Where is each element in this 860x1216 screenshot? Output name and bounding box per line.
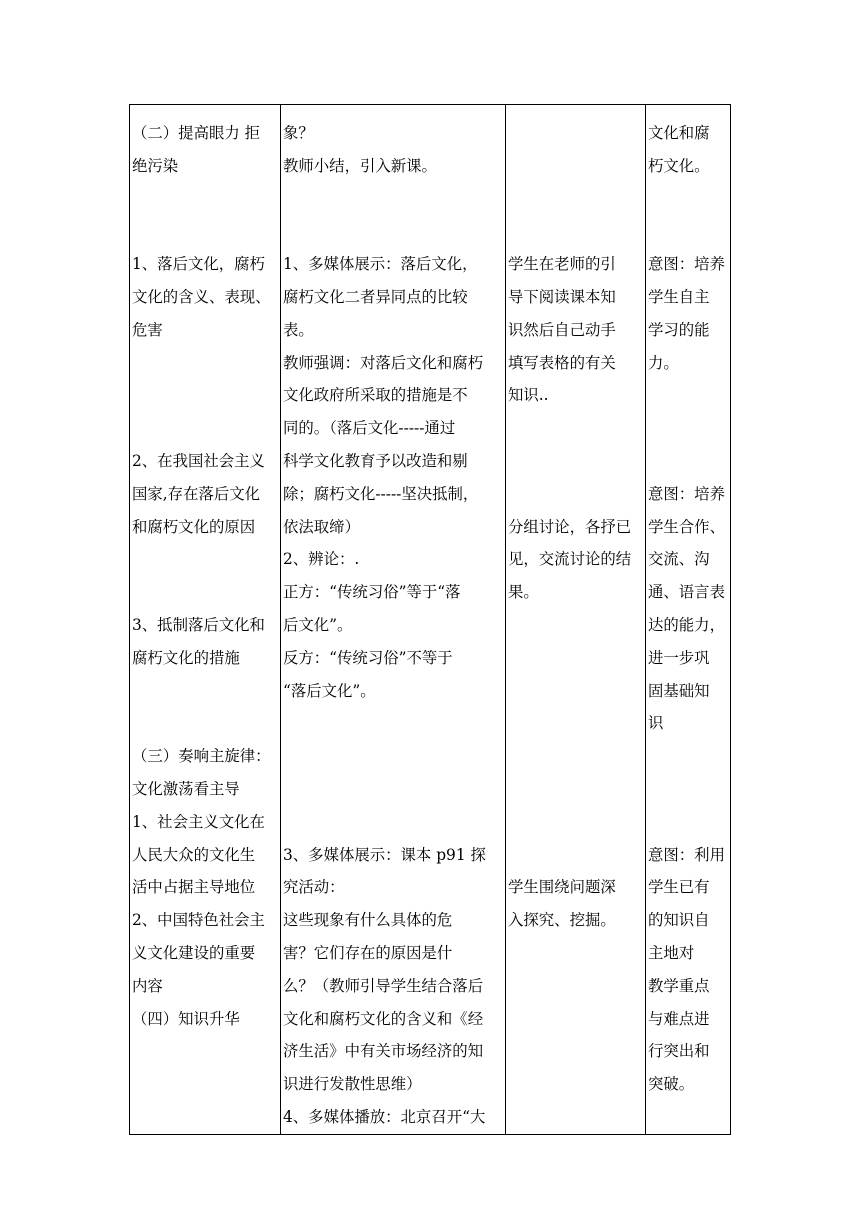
text-line: 交流、沟 <box>648 550 710 569</box>
text-line: 入探究、挖掘。 <box>508 911 616 930</box>
text-line: 腐朽文化二者异同点的比较 <box>283 287 468 306</box>
text-line: 同的。（落后文化-----通过 <box>283 419 456 438</box>
blank-line <box>132 183 279 216</box>
blank-line <box>508 642 644 675</box>
text-line: 1、社会主义文化在 <box>132 812 265 831</box>
text-line: 人民大众的文化生 <box>132 845 256 864</box>
text-line: 文化和腐朽文化的含义和《经 <box>283 1009 484 1028</box>
text-line: 学生围绕问题深 <box>508 878 616 897</box>
blank-line <box>508 773 644 806</box>
blank-line <box>132 707 279 740</box>
text-line: （二）提高眼力 拒 <box>132 124 261 142</box>
text-line: 教师强调：对落后文化和腐朽 <box>283 353 484 372</box>
table-row <box>130 105 731 1135</box>
blank-line <box>508 150 644 183</box>
text-line: 识然后自己动手 <box>508 320 616 339</box>
text-line: 害？它们存在的原因是什 <box>283 943 453 962</box>
text-line: （三）奏响主旋律： <box>132 747 271 766</box>
text-line: 3、抵制落后文化和 <box>132 615 265 634</box>
blank-line <box>648 412 729 445</box>
text-line: 文化的含义、表现、 <box>132 287 271 306</box>
text-line: 进一步巩 <box>648 648 710 667</box>
blank-line <box>283 707 504 740</box>
text-line: 达的能力， <box>648 615 725 634</box>
blank-line <box>132 675 279 708</box>
text-line: 依法取缔） <box>283 517 360 536</box>
design-intent-column <box>646 105 730 1101</box>
text-line: 固基础知 <box>648 681 710 700</box>
text-line: 突破。 <box>648 1075 695 1094</box>
text-line: 表。 <box>283 320 314 339</box>
teacher-activity-cell <box>281 105 506 1135</box>
text-line: 填写表格的有关 <box>508 353 616 372</box>
text-line: 识进行发散性思维） <box>283 1075 422 1094</box>
blank-line <box>648 773 729 806</box>
blank-line <box>508 117 644 150</box>
text-line: 学生在老师的引 <box>508 255 616 274</box>
text-line: 除；腐朽文化-----坚决抵制， <box>283 484 479 503</box>
text-line: 学生合作、 <box>648 517 725 536</box>
text-line: 2、辨论：. <box>283 550 360 569</box>
blank-line <box>648 740 729 773</box>
text-line: 究活动： <box>283 878 345 897</box>
blank-line <box>283 740 504 773</box>
text-line: 国家,存在落后文化 <box>132 484 261 503</box>
text-line: 2、在我国社会主义 <box>132 451 265 470</box>
blank-line <box>508 445 644 478</box>
blank-line <box>508 740 644 773</box>
blank-line <box>648 379 729 412</box>
blank-line <box>508 183 644 216</box>
text-line: 济生活》中有关市场经济的知 <box>283 1042 484 1061</box>
blank-line <box>508 675 644 708</box>
blank-line <box>132 576 279 609</box>
text-line: 腐朽文化的措施 <box>132 648 240 667</box>
text-line: 2、中国特色社会主 <box>132 911 265 930</box>
blank-line <box>508 609 644 642</box>
text-line: 正方：“传统习俗”等于“落 <box>283 583 461 602</box>
blank-line <box>508 806 644 839</box>
lesson-plan-table <box>129 104 731 1135</box>
text-line: 朽文化。 <box>648 156 710 175</box>
text-line: 主地对 <box>648 943 695 962</box>
blank-line <box>283 773 504 806</box>
text-line: 教学重点 <box>648 976 710 995</box>
text-line: 力。 <box>648 353 679 372</box>
text-line: 识 <box>648 714 664 733</box>
text-line: 文化激荡看主导 <box>132 779 240 798</box>
text-line: 意图：培养 <box>648 484 725 503</box>
text-line: 绝污染 <box>132 156 179 175</box>
text-line: 学生自主 <box>648 287 710 306</box>
content-column <box>130 105 280 1035</box>
design-intent-cell <box>646 105 731 1135</box>
text-line: 后文化”。 <box>283 615 353 634</box>
blank-line <box>283 183 504 216</box>
text-line: 危害 <box>132 320 163 339</box>
text-line: 意图：利用 <box>648 845 725 864</box>
student-activity-column <box>506 105 645 937</box>
text-line: 科学文化教育予以改造和剔 <box>283 451 468 470</box>
text-line: 么？（教师引导学生结合落后 <box>283 976 484 995</box>
blank-line <box>648 806 729 839</box>
text-line: 反方：“传统习俗”不等于 <box>283 648 453 667</box>
text-line: 果。 <box>508 583 539 602</box>
text-line: 导下阅读课本知 <box>508 287 616 306</box>
blank-line <box>508 707 644 740</box>
text-line: 象？ <box>283 124 314 142</box>
text-line: 内容 <box>132 976 163 995</box>
text-line: 这些现象有什么具体的危 <box>283 911 453 930</box>
blank-line <box>132 543 279 576</box>
text-line: 通、语言表 <box>648 583 725 602</box>
blank-line <box>648 445 729 478</box>
blank-line <box>283 215 504 248</box>
blank-line <box>283 806 504 839</box>
text-line: 知识.. <box>508 386 549 405</box>
text-line: “落后文化”。 <box>283 681 376 700</box>
blank-line <box>508 215 644 248</box>
content-column-cell <box>130 105 281 1135</box>
blank-line <box>132 412 279 445</box>
text-line: 3、多媒体展示：课本 p91 探 <box>283 845 486 864</box>
blank-line <box>132 347 279 380</box>
blank-line <box>648 215 729 248</box>
teacher-activity-column <box>281 105 505 1134</box>
text-line: 4、多媒体播放：北京召开“大 <box>283 1107 486 1126</box>
blank-line <box>132 379 279 412</box>
text-line: 意图：培养 <box>648 255 725 274</box>
blank-line <box>648 183 729 216</box>
text-line: 1、多媒体展示：落后文化， <box>283 255 478 274</box>
text-line: 义文化建设的重要 <box>132 943 256 962</box>
text-line: 和腐朽文化的原因 <box>132 517 256 536</box>
text-line: 的知识自 <box>648 911 710 930</box>
text-line: 活中占据主导地位 <box>132 878 256 897</box>
text-line: （四）知识升华 <box>132 1009 240 1028</box>
blank-line <box>508 412 644 445</box>
text-line: 行突出和 <box>648 1042 710 1061</box>
text-line: 教师小结，引入新课。 <box>283 156 437 175</box>
blank-line <box>508 839 644 872</box>
text-line: 学习的能 <box>648 320 710 339</box>
text-line: 文化政府所采取的措施是不 <box>283 386 468 405</box>
student-activity-cell <box>506 105 646 1135</box>
text-line: 分组讨论，各抒已 <box>508 517 632 536</box>
text-line: 与难点进 <box>648 1009 710 1028</box>
text-line: 文化和腐 <box>648 124 710 142</box>
text-line: 学生已有 <box>648 878 710 897</box>
text-line: 1、落后文化，腐朽 <box>132 255 265 274</box>
blank-line <box>508 478 644 511</box>
blank-line <box>132 215 279 248</box>
text-line: 见，交流讨论的结 <box>508 550 632 569</box>
